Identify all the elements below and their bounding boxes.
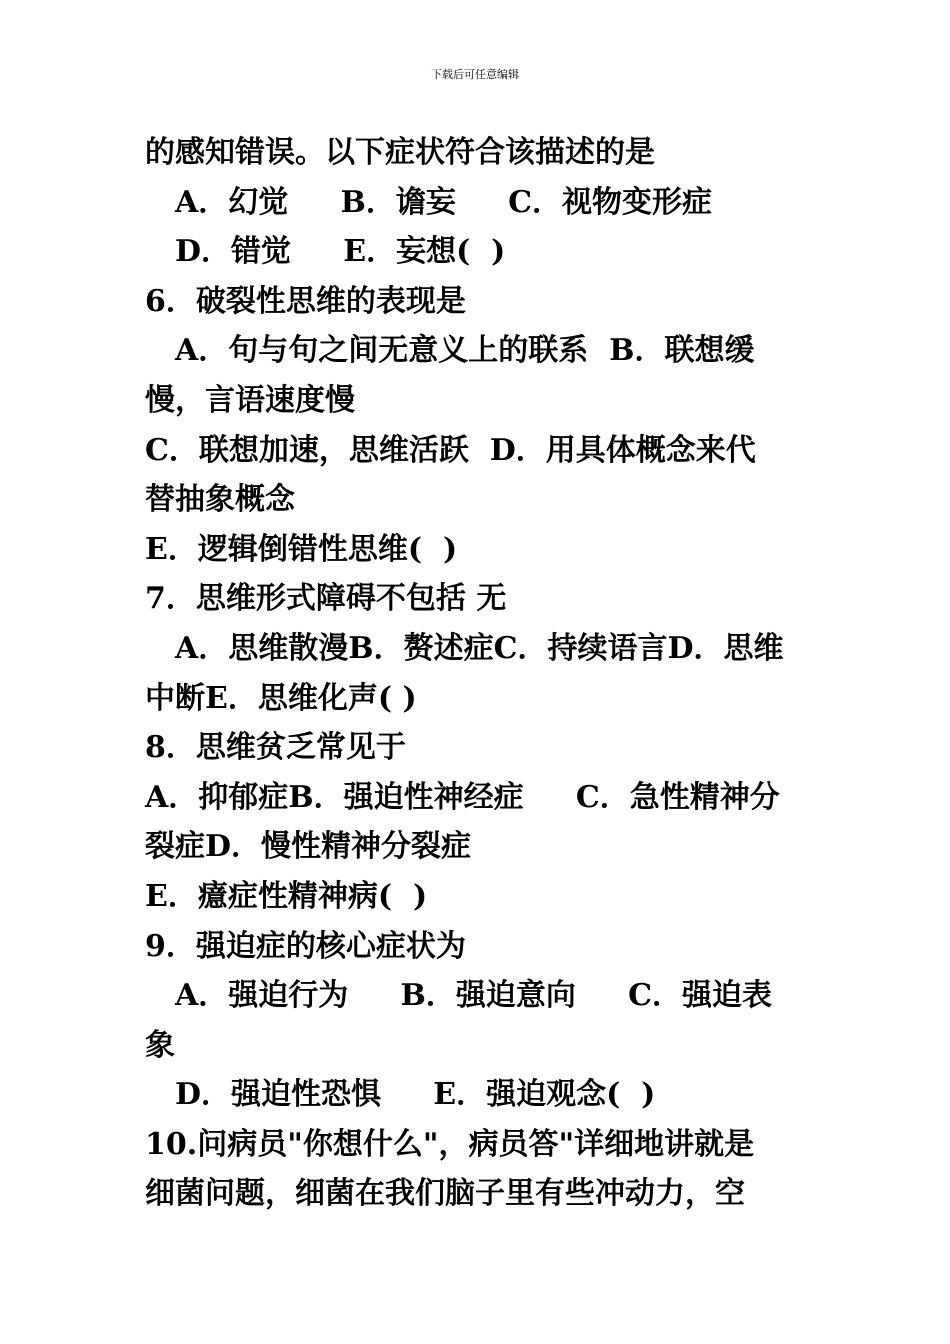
- document-body: [145, 128, 810, 1219]
- option-line: A．抑郁症B．强迫性神经症 C．急性精神分: [145, 779, 780, 815]
- question-7: 7．思维形式障碍不包括 无: [145, 581, 507, 617]
- text-line: 象: [145, 1027, 175, 1063]
- option-line: D．强迫性恐惧 E．强迫观念( ): [175, 1077, 656, 1113]
- question-8: 8．思维贫乏常见于: [145, 730, 406, 766]
- text-line: 替抽象概念: [145, 482, 295, 518]
- question-6: 6．破裂性思维的表现是: [145, 283, 466, 319]
- option-line: C．联想加速，思维活跃 D．用具体概念来代: [145, 432, 756, 468]
- text-line: 的感知错误。以下症状符合该描述的是: [145, 135, 655, 170]
- question-9: 9．强迫症的核心症状为: [145, 928, 466, 964]
- option-line: A．强迫行为 B．强迫意向 C．强迫表: [175, 978, 772, 1014]
- option-line: A．句与句之间无意义上的联系 B．联想缓: [175, 333, 755, 369]
- text-line: 细菌问题，细菌在我们脑子里有些冲动力，空: [145, 1176, 745, 1212]
- option-line: E．逻辑倒错性思维( ): [145, 531, 458, 567]
- option-line: E．癔症性精神病( ): [145, 878, 428, 914]
- option-line: D．错觉 E．妄想( ): [175, 234, 506, 270]
- text-line: 中断E．思维化声( ): [145, 680, 417, 716]
- question-10: 10.问病员"你想什么"，病员答"详细地讲就是: [145, 1126, 755, 1162]
- text-line: 慢，言语速度慢: [145, 382, 355, 418]
- option-line: A．幻觉 B．谵妄 C．视物变形症: [175, 184, 712, 220]
- page-header-note: 下载后可任意编辑: [431, 68, 519, 81]
- option-line: A．思维散漫B．赘述症C．持续语言D．思维: [175, 630, 784, 666]
- text-line: 裂症D．慢性精神分裂症: [145, 829, 472, 865]
